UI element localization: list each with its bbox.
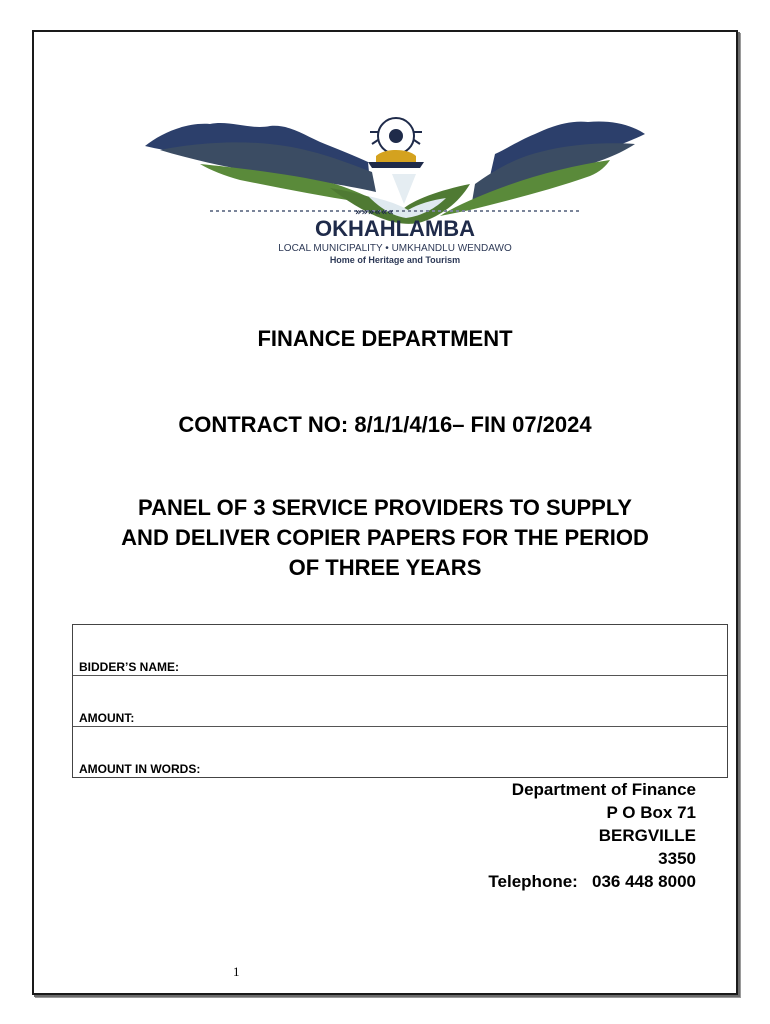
amount-field[interactable] bbox=[73, 676, 727, 727]
page-number: 1 bbox=[233, 964, 240, 979]
logo-subtitle: LOCAL MUNICIPALITY • UMKHANDLU WENDAWO bbox=[278, 243, 512, 254]
address-line: Department of Finance bbox=[511, 780, 696, 799]
svg-text:»»»«««: »»»««« bbox=[355, 207, 394, 218]
okhahlamba-logo bbox=[140, 104, 650, 276]
logo-name: OKHAHLAMBA bbox=[314, 216, 476, 241]
tender-title bbox=[0, 493, 770, 583]
telephone: Telephone: 036 448 8000 bbox=[488, 872, 696, 891]
address-line: P O Box 71 bbox=[606, 803, 696, 822]
bid-form-table bbox=[72, 624, 728, 778]
contract-number: CONTRACT NO: 8/1/1/4/16– FIN 07/2024 bbox=[178, 412, 592, 437]
address-line: BERGVILLE bbox=[598, 826, 696, 845]
address-line: 3350 bbox=[658, 849, 696, 868]
amount-in-words-label: AMOUNT IN WORDS: bbox=[79, 762, 201, 776]
tender-title-line: PANEL OF 3 SERVICE PROVIDERS TO SUPPLY bbox=[138, 495, 632, 520]
bidder-name-label: BIDDER’S NAME: bbox=[79, 660, 180, 674]
department-heading: FINANCE DEPARTMENT bbox=[257, 326, 513, 351]
address-block bbox=[488, 778, 696, 893]
amount-in-words-field[interactable] bbox=[73, 727, 727, 777]
tender-title-line: OF THREE YEARS bbox=[288, 555, 482, 580]
tender-title-line: AND DELIVER COPIER PAPERS FOR THE PERIOD bbox=[121, 525, 649, 550]
amount-label: AMOUNT: bbox=[79, 711, 135, 725]
bidder-name-field[interactable] bbox=[73, 625, 727, 676]
logo-tagline: Home of Heritage and Tourism bbox=[329, 255, 461, 265]
